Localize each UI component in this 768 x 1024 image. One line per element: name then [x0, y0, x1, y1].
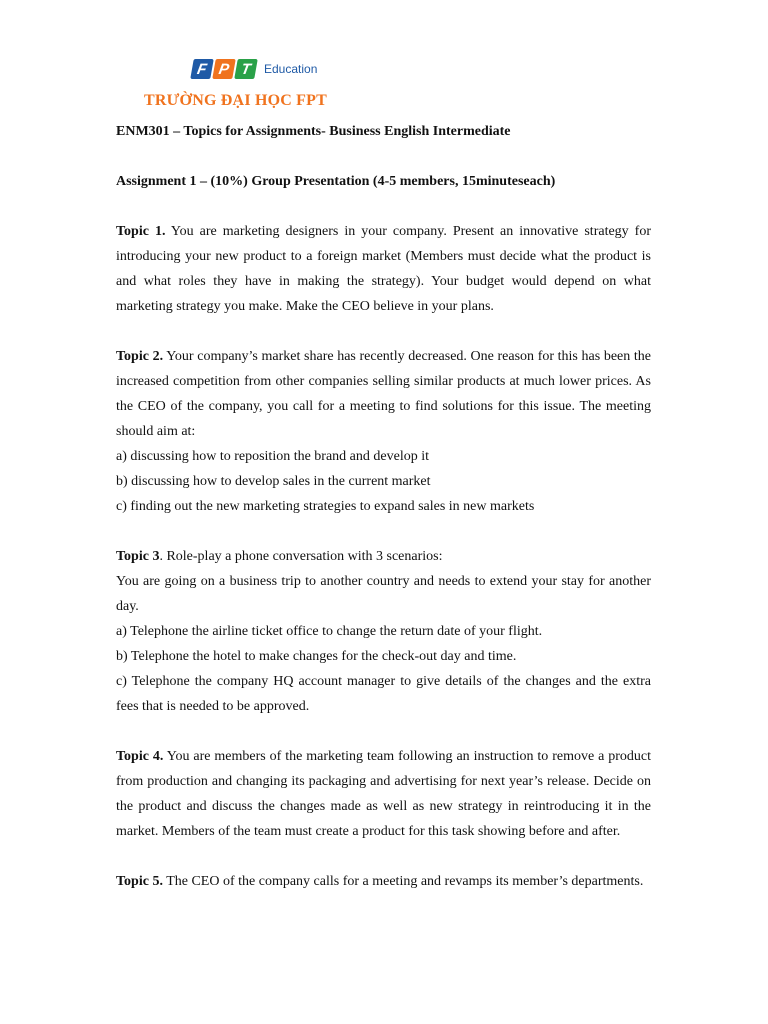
- topic-1-text: You are marketing designers in your company. Present an innovative strategy for introducing your new product to a foreign market (Members must decide what the product is and what roles they have in making the strategy). Your budget would depend on what marketing strategy you make. Make the CEO believe in your plans.: [116, 224, 651, 314]
- topic-3-item-c: c) Telephone the company HQ account manager to give details of the changes and the extra fees that is needed to be approved.: [116, 674, 651, 714]
- topic-3-item-a: a) Telephone the airline ticket office to change the return date of your flight.: [116, 624, 543, 639]
- fpt-education-logo: [192, 56, 317, 82]
- topic-3-text: . Role-play a phone conversation with 3 scenarios:: [159, 549, 443, 564]
- logo-letter-p: P: [212, 59, 236, 79]
- logo-letter-f: F: [190, 59, 214, 79]
- topic-1: [116, 219, 651, 319]
- course-title: ENM301 – Topics for Assignments- Business English Intermediate: [116, 124, 511, 139]
- logo-letter-t: T: [234, 59, 258, 79]
- university-name: TRƯỜNG ĐẠI HỌC FPT: [144, 92, 328, 109]
- topic-2-item-a: a) discussing how to reposition the brand and develop it: [116, 449, 429, 464]
- topic-4-text: You are members of the marketing team following an instruction to remove a product from production and changing its packaging and advertising for next year’s release. Decide on the product and discuss the changes made as well as new strategy in reintroducing it in the market. Members of the team must create a product for this task showing before and after.: [116, 749, 651, 839]
- topic-5: [116, 869, 651, 894]
- topic-4: [116, 744, 651, 844]
- topic-2-label: Topic 2.: [116, 349, 164, 364]
- logo-education-text: Education: [264, 62, 318, 76]
- topic-5-label: Topic 5.: [116, 874, 163, 889]
- topic-4-label: Topic 4.: [116, 749, 164, 764]
- topic-2: [116, 344, 651, 444]
- topic-3-label: Topic 3: [116, 549, 160, 564]
- topic-3-intro: You are going on a business trip to another country and needs to extend your stay for another day.: [116, 574, 651, 614]
- fpt-logo-mark: [192, 59, 258, 79]
- topic-2-item-c: c) finding out the new marketing strategies to expand sales in new markets: [116, 499, 535, 514]
- topic-3-item-b: b) Telephone the hotel to make changes for the check-out day and time.: [116, 649, 517, 664]
- assignment-heading: Assignment 1 – (10%) Group Presentation (4-5 members, 15minuteseach): [116, 174, 556, 189]
- topic-2-text: Your company’s market share has recently decreased. One reason for this has been the increased competition from other companies selling similar products at much lower prices. As the CEO of the company, you call for a meeting to find solutions for this issue. The meeting should aim at:: [116, 349, 651, 439]
- document-body: [116, 119, 651, 894]
- topic-3: [116, 544, 651, 569]
- topic-2-item-b: b) discussing how to develop sales in the current market: [116, 474, 431, 489]
- topic-5-text: The CEO of the company calls for a meeting and revamps its member’s departments.: [162, 874, 644, 889]
- topic-1-label: Topic 1.: [116, 224, 166, 239]
